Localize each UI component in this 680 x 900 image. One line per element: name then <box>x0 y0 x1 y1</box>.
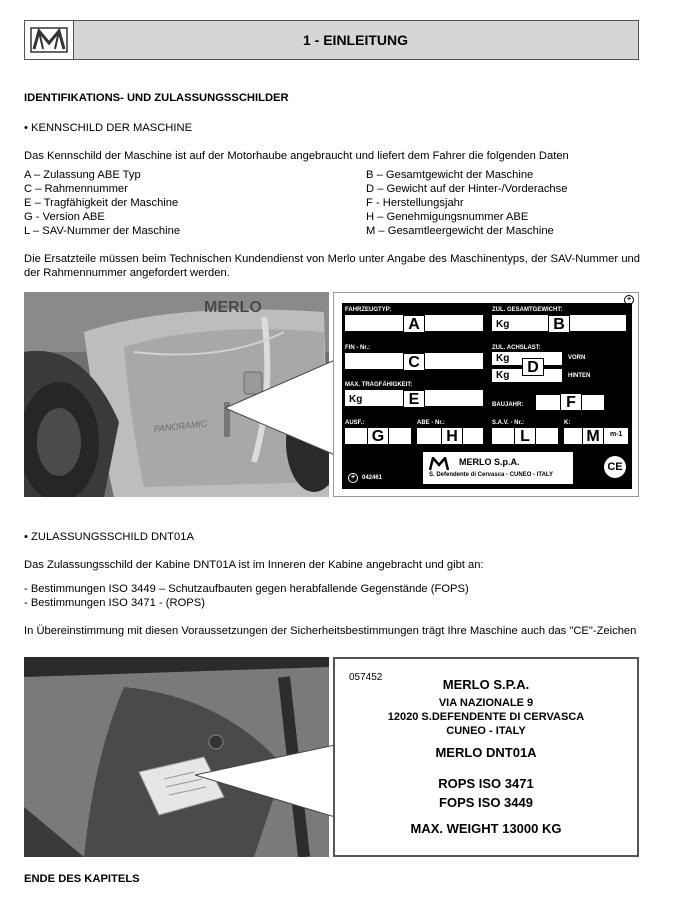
approval-plate-code: 057452 <box>349 672 383 683</box>
chapter-header <box>24 20 639 60</box>
list-item: H – Genehmigungsnummer ABE <box>366 211 529 223</box>
zulassung-intro: Das Zulassungsschild der Kabine DNT01A ist im Inneren der Kabine angebracht und gibt an: <box>24 559 484 571</box>
plate-letter-b: B <box>548 315 570 333</box>
screw-icon: + <box>624 295 634 305</box>
list-item: B – Gesamtgewicht der Maschine <box>366 169 534 181</box>
approval-plate-fops: FOPS ISO 3449 <box>439 795 533 810</box>
ce-statement: In Übereinstimmung mit diesen Voraussetzungen der Sicherheitsbestimmungen trägt Ihre Maschine auch das "CE"-Zeichen <box>24 625 637 637</box>
approval-plate-region: CUNEO - ITALY <box>446 725 526 737</box>
list-item: G - Version ABE <box>24 211 105 223</box>
plate-letter-e: E <box>403 390 425 408</box>
plate-company: MERLO S.p.A. <box>459 457 520 467</box>
list-item: A – Zulassung ABE Typ <box>24 169 141 181</box>
list-item: - Bestimmungen ISO 3449 – Schutzaufbauten gegen herabfallende Gegenstände (FOPS) <box>24 583 469 595</box>
plate-kg-e: Kg <box>349 394 363 405</box>
plate-label-hinten: HINTEN <box>568 373 591 379</box>
callout-pointer <box>225 360 340 460</box>
plate-label-fin: FIN - Nr.: <box>345 345 370 351</box>
list-item: C – Rahmennummer <box>24 183 128 195</box>
spare-parts-note: Die Ersatzteile müssen beim Technischen Kundendienst von Merlo unter Angabe des Maschinentyps, der SAV-Nummer und der Rahmennummer angefordert werden. <box>24 253 640 279</box>
approval-plate-max-weight: MAX. WEIGHT 13000 KG <box>410 821 562 836</box>
kennschild-heading: • KENNSCHILD DER MASCHINE <box>24 122 193 134</box>
plate-letter-f: F <box>560 393 582 411</box>
list-item: F - Herstellungsjahr <box>366 197 464 209</box>
merlo-logo-icon <box>25 21 73 59</box>
plate-label-vorn: VORN <box>568 355 586 361</box>
chapter-title: 1 - EINLEITUNG <box>302 32 408 48</box>
plate-label-ausf: AUSF.: <box>345 420 365 426</box>
kennschild-intro: Das Kennschild der Maschine ist auf der Motorhaube angebraucht und liefert dem Fahrer die folgenden Daten <box>24 150 569 162</box>
plate-manufacturer-box <box>422 451 574 485</box>
ce-mark-icon: CE <box>604 456 626 478</box>
plate-letter-d: D <box>522 358 544 376</box>
plate-label-k: K: <box>564 420 571 426</box>
plate-letter-m: M <box>582 427 604 445</box>
plate-letter-c: C <box>403 353 425 371</box>
plate-letter-l: L <box>514 427 536 445</box>
plate-letter-a: A <box>403 315 425 333</box>
plate-label-baujahr: BAUJAHR: <box>492 402 524 408</box>
plate-kg-b: Kg <box>496 319 510 330</box>
photo-model-text: PANORAMIC <box>153 418 208 434</box>
list-item: - Bestimmungen ISO 3471 - (ROPS) <box>24 597 205 609</box>
plate-label-sav-nr: S.A.V. - Nr.: <box>492 420 525 426</box>
approval-plate-city: 12020 S.DEFENDENTE DI CERVASCA <box>387 711 585 723</box>
section-title: IDENTIFIKATIONS- UND ZULASSUNGSSCHILDER <box>24 92 289 104</box>
plate-kg-d2: Kg <box>496 370 510 381</box>
plate-letter-h: H <box>441 427 463 445</box>
plate-label-gesamtgewicht: ZUL. GESAMTGEWICHT: <box>492 307 563 313</box>
approval-plate-company: MERLO S.P.A. <box>442 677 530 692</box>
zulassung-heading: • ZULASSUNGSSCHILD DNT01A <box>24 531 194 543</box>
kennschild-list-left <box>24 168 354 238</box>
zulassung-list <box>24 582 640 610</box>
screw-icon: + <box>348 473 358 483</box>
plate-kg-d1: Kg <box>496 353 510 364</box>
plate-label-achslast: ZUL. ACHSLAST: <box>492 345 541 351</box>
plate-code: 042461 <box>362 475 383 481</box>
approval-plate-street: VIA NAZIONALE 9 <box>438 697 534 709</box>
plate-label-fahrzeugtyp: FAHRZEUGTYP: <box>345 307 392 313</box>
photo-brand-text: MERLO <box>204 299 262 316</box>
merlo-logo <box>25 21 74 59</box>
plate-label-abe-nr: ABE - Nr.: <box>417 420 446 426</box>
plate-company-address: S. Defendente di Cervasca - CUNEO - ITALY <box>429 472 554 478</box>
approval-plate-model: MERLO DNT01A <box>435 745 537 760</box>
plate-letter-g: G <box>367 427 389 445</box>
callout-pointer <box>195 745 340 820</box>
identification-plate <box>342 303 632 489</box>
plate-unit-m1: m-1 <box>610 431 623 438</box>
merlo-small-logo-icon <box>429 457 449 471</box>
approval-plate-rops: ROPS ISO 3471 <box>438 776 534 791</box>
list-item: E – Tragfähigkeit der Maschine <box>24 197 179 209</box>
kennschild-list-right <box>366 168 640 238</box>
approval-plate <box>333 657 639 857</box>
chapter-end: ENDE DES KAPITELS <box>24 873 140 885</box>
list-item: M – Gesamtleergewicht der Maschine <box>366 225 554 237</box>
list-item: L – SAV-Nummer der Maschine <box>24 225 181 237</box>
plate-label-tragfaehigkeit: MAX. TRAGFÄHIGKEIT: <box>345 382 413 388</box>
list-item: D – Gewicht auf der Hinter-/Vorderachse <box>366 183 568 195</box>
identification-plate-frame <box>333 292 639 497</box>
